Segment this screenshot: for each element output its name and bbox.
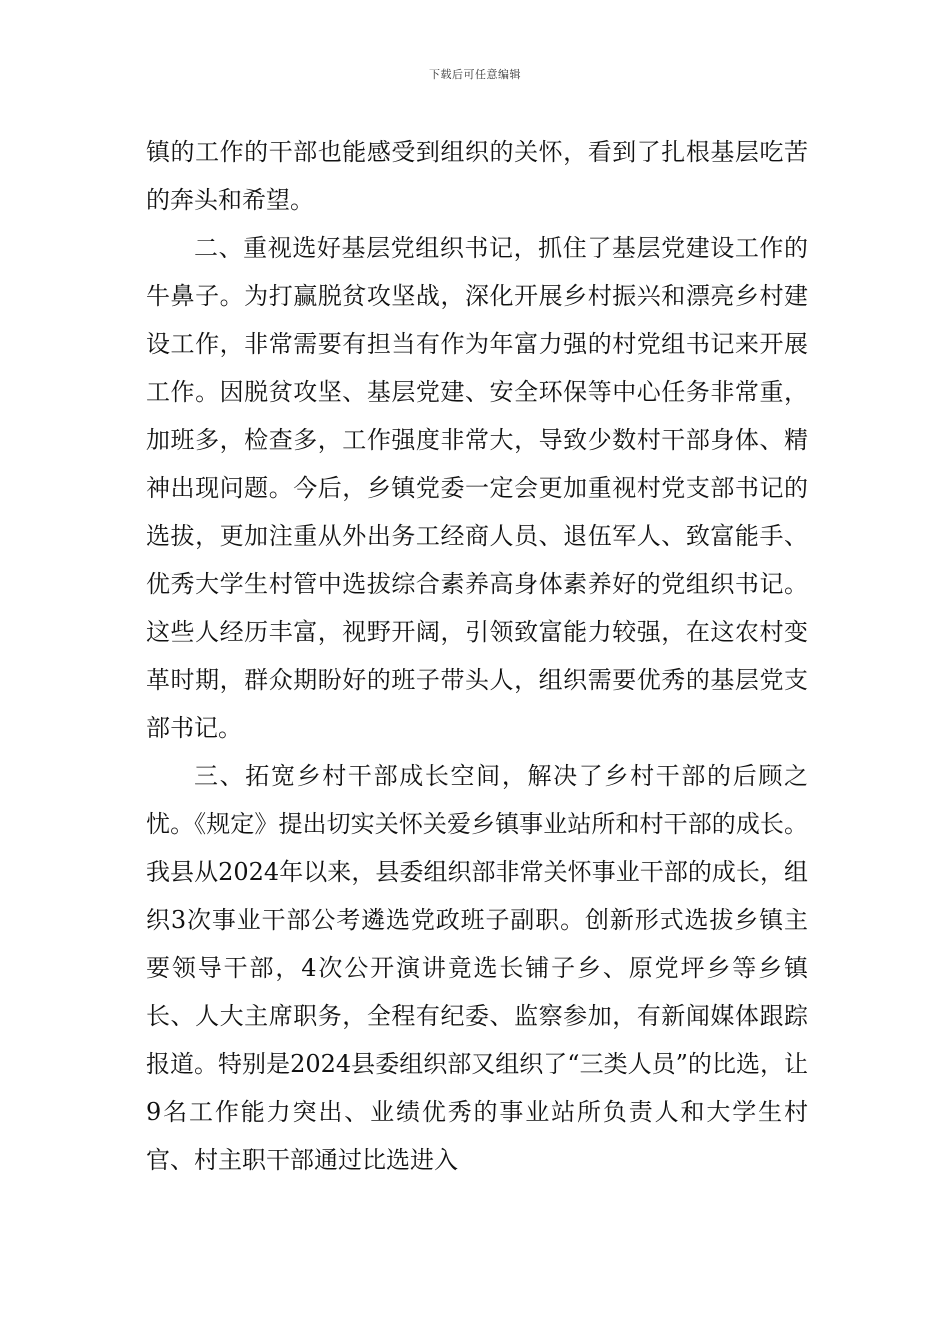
document-body: [146, 128, 808, 1184]
paragraph-section-three: 三、拓宽乡村干部成长空间，解决了乡村干部的后顾之忧。《规定》提出切实关怀关爱乡镇事业站所和村干部的成长。我县从2024年以来，县委组织部非常关怀事业干部的成长，组织3次事业干部公考遴选党政班子副职。创新形式选拔乡镇主要领导干部，4次公开演讲竟选长铺子乡、原党坪乡等乡镇长、人大主席职务，全程有纪委、监察参加，有新闻媒体跟踪报道。特别是2024县委组织部又组织了“三类人员”的比选，让9名工作能力突出、业绩优秀的事业站所负责人和大学生村官、村主职干部通过比选进入: [146, 762, 808, 1174]
paragraph-continuation: 镇的工作的干部也能感受到组织的关怀，看到了扎根基层吃苦的奔头和希望。: [146, 138, 808, 214]
paragraph-section-two: 二、重视选好基层党组织书记，抓住了基层党建设工作的牛鼻子。为打赢脱贫攻坚战，深化开展乡村振兴和漂亮乡村建设工作，非常需要有担当有作为年富力强的村党组书记来开展工作。因脱贫攻坚、基层党建、安全环保等中心任务非常重，加班多，检查多，工作强度非常大，导致少数村干部身体、精神出现问题。今后，乡镇党委一定会更加重视村党支部书记的选拔，更加注重从外出务工经商人员、退伍军人、致富能手、优秀大学生村管中选拔综合素养高身体素养好的党组织书记。这些人经历丰富，视野开阔，引领致富能力较强，在这农村变革时期，群众期盼好的班子带头人，组织需要优秀的基层党支部书记。: [146, 234, 808, 742]
page-header-note: 下载后可任意编辑: [429, 68, 521, 81]
